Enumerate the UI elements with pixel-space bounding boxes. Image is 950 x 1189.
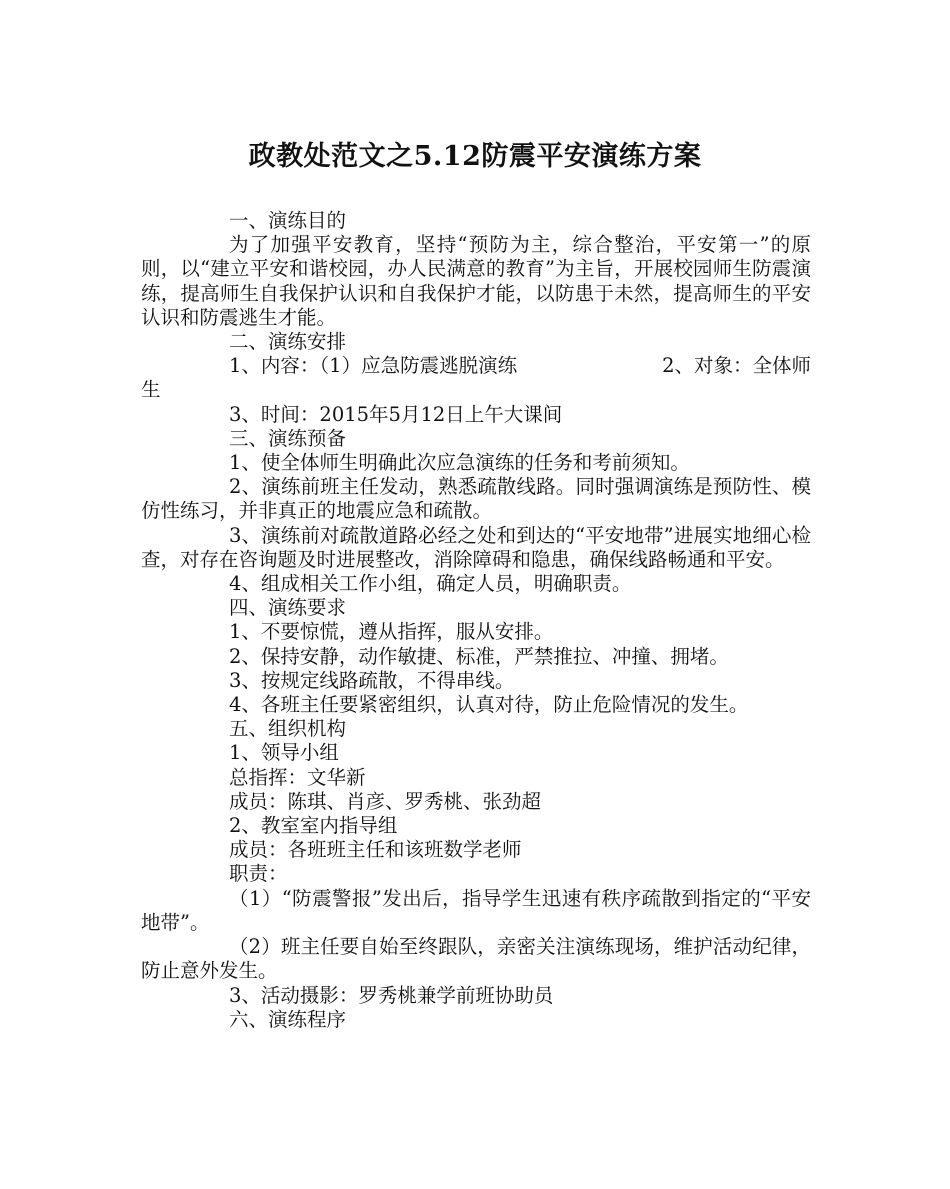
list-item: 1、使全体师生明确此次应急演练的任务和考前须知。 [229,451,690,475]
document-body [141,209,811,1032]
section-heading: 六、演练程序 [229,1007,347,1031]
list-item: 3、按规定线路疏散，不得串线。 [229,668,515,692]
list-item: （2）班主任要自始至终跟队，亲密关注演练现场，维护活动纪律，防止意外发生。 [141,935,811,983]
list-item: 2、教室室内指导组 [229,814,398,838]
list-item: 3、演练前对疏散道路必经之处和到达的“平安地带”进展实地细心检查，对存在咨询题及时进展整改，消除障碍和隐患，确保线路畅通和平安。 [141,523,811,571]
list-item: 2、演练前班主任发动，熟悉疏散线路。同时强调演练是预防性、模仿性练习，并非真正的地震应急和疏散。 [141,475,811,523]
list-item: 4、组成相关工作小组，确定人员，明确职责。 [229,572,632,596]
section-heading: 三、演练预备 [229,426,347,450]
list-item: 职责： [229,862,288,886]
list-item: 2、保持安静，动作敏捷、标准，严禁推拉、冲撞、拥堵。 [229,644,729,668]
list-item: 1、领导小组 [229,741,339,765]
arrangement-target: 2、对象：全体师 [662,354,811,378]
section-heading: 五、组织机构 [229,717,347,741]
list-item: 1、不要惊慌，遵从指挥，服从安排。 [229,620,554,644]
arrangement-content: 1、内容：（1）应急防震逃脱演练 [229,354,518,378]
paragraph: 为了加强平安教育，坚持“预防为主，综合整治，平安第一”的原则，以“建立平安和谐校园，办人民满意的教育”为主旨，开展校园师生防震演练，提高师生自我保护认识和自我保护才能，以防患于未然，提高师生的平安认识和防震逃生才能。 [141,233,811,329]
list-item: 3、时间：2015年5月12日上午大课间 [229,402,563,426]
section-heading: 四、演练要求 [229,596,347,620]
paragraph: 生 [141,378,161,402]
list-item: 成员：各班班主任和该班数学老师 [229,838,522,862]
list-item: （1）“防震警报”发出后，指导学生迅速有秩序疏散到指定的“平安地带”。 [141,886,811,934]
arrangement-row [141,354,811,378]
list-item: 成员：陈琪、肖彦、罗秀桃、张劲超 [229,789,542,813]
section-heading: 二、演练安排 [229,330,347,354]
section-heading: 一、演练目的 [229,209,347,232]
list-item: 总指挥：文华新 [229,765,366,789]
list-item: 3、活动摄影：罗秀桃兼学前班协助员 [229,983,554,1007]
list-item: 4、各班主任要紧密组织，认真对待，防止危险情况的发生。 [229,693,749,717]
document-title: 政教处范文之5.12防震平安演练方案 [248,141,702,172]
